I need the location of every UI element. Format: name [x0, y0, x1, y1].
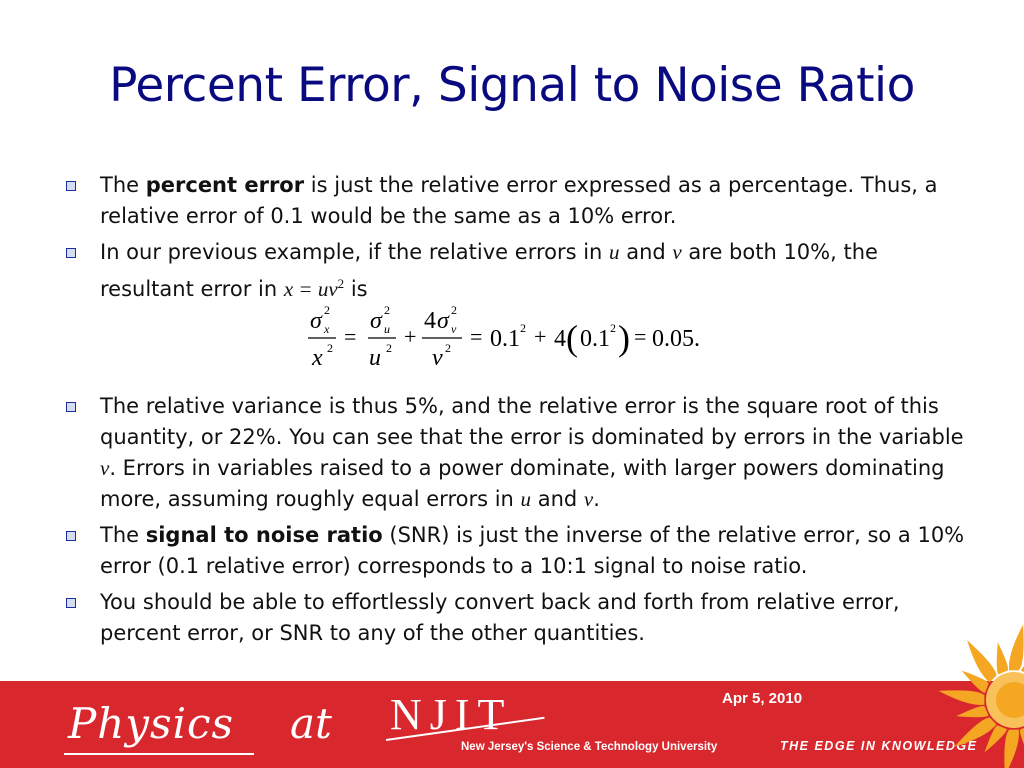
square-bullet-icon	[66, 248, 76, 258]
eq-exp: 2	[610, 321, 616, 335]
eq-sigma: σ	[310, 308, 322, 334]
eq-sub: u	[384, 322, 390, 336]
bullet-item: The relative variance is thus 5%, and the relative error is the square root of this quantity, or 22%. You can see that the error is dominated by errors in the variable v. Errors in variables raised to a power dominate, with larger powers dominating more, assuming roughly equal errors in u and v.	[64, 391, 974, 515]
eq-exp: 2	[327, 341, 333, 355]
bullet-list	[64, 170, 974, 654]
sun-ray	[956, 706, 988, 717]
eq-paren: (	[566, 318, 578, 358]
eq-exp: 2	[520, 321, 526, 335]
eq-operator: =	[470, 324, 483, 349]
bullet-item: You should be able to effortlessly convert back and forth from relative error, percent error, or SNR to any of the other quantities.	[64, 587, 974, 649]
eq-operator: =	[344, 324, 357, 349]
bullet-item: The percent error is just the relative error expressed as a percentage. Thus, a relative error of 0.1 would be the same as a 10% error.	[64, 170, 974, 232]
variable-v: v	[672, 240, 682, 264]
footer-banner	[0, 681, 1024, 768]
eq-denominator: x	[312, 345, 323, 371]
variable-v: v	[583, 487, 594, 511]
sun-ray	[1004, 730, 1019, 768]
eq-denominator: v	[432, 345, 443, 371]
formula-exponent: 2	[337, 276, 345, 291]
eq-operator: +	[404, 324, 417, 349]
bullet-item: The signal to noise ratio (SNR) is just the inverse of the relative error, so a 10% error (0.1 relative error) corresponds to a 10:1 signal to noise ratio.	[64, 520, 974, 582]
square-bullet-icon	[66, 531, 76, 541]
eq-sigma: σ	[370, 308, 382, 334]
eq-paren: )	[618, 318, 630, 358]
sun-ray	[939, 690, 985, 705]
eq-coefficient: 4	[554, 326, 566, 352]
eq-operator: +	[534, 324, 547, 349]
sun-ray	[1020, 726, 1024, 758]
variable-v: v	[100, 456, 110, 480]
bold-term: signal to noise ratio	[145, 523, 383, 547]
eq-exp: 2	[384, 303, 390, 317]
tagline: THE EDGE IN KNOWLEDGE	[780, 739, 978, 753]
eq-sigma: σ	[437, 308, 449, 334]
variable-u: u	[609, 240, 620, 264]
slide-date: Apr 5, 2010	[722, 690, 803, 707]
eq-exp: 2	[451, 303, 457, 317]
sun-ray	[1009, 625, 1024, 671]
eq-exp: 2	[324, 303, 330, 317]
eq-value: 0.1	[580, 326, 610, 352]
inline-formula: x = uv	[283, 277, 338, 301]
eq-sub: v	[451, 322, 457, 336]
eq-result: 0.05.	[652, 326, 700, 352]
logo-underline	[64, 753, 254, 755]
eq-operator: =	[634, 324, 647, 349]
physics-logo-text: Physics	[68, 699, 235, 748]
eq-exp: 2	[445, 341, 451, 355]
eq-sub: x	[324, 322, 330, 336]
square-bullet-icon	[66, 598, 76, 608]
at-text: at	[290, 699, 332, 748]
variable-u: u	[520, 487, 532, 511]
njit-logo-text: NJIT	[390, 690, 513, 739]
bold-term: percent error	[145, 173, 305, 197]
slide-title: Percent Error, Signal to Noise Ratio	[109, 58, 915, 113]
eq-denominator: u	[369, 345, 381, 371]
bullet-item: In our previous example, if the relative errors in u and v are both 10%, the resultant error in $x = uv^2$ is	[64, 237, 974, 305]
eq-exp: 2	[386, 341, 392, 355]
sun-ray	[997, 642, 1008, 674]
square-bullet-icon	[66, 181, 76, 191]
eq-value: 0.1	[490, 326, 520, 352]
sun-icon	[936, 622, 1024, 768]
square-bullet-icon	[66, 402, 76, 412]
eq-coefficient: 4	[424, 308, 436, 334]
error-equation	[300, 300, 740, 372]
njit-subtitle: New Jersey's Science & Technology University	[461, 741, 718, 753]
